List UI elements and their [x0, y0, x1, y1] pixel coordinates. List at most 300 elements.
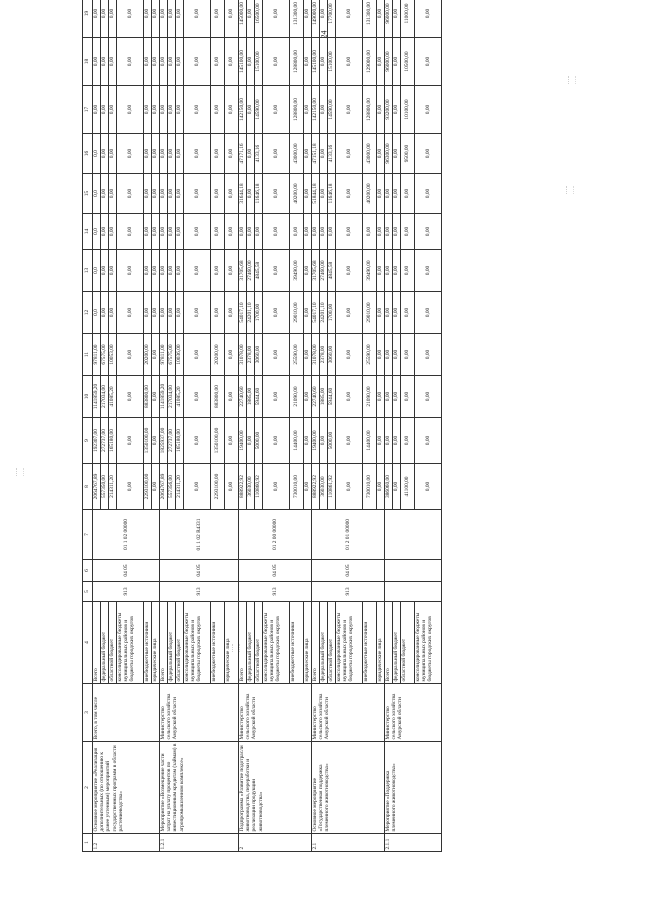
- funding-source: Всего: [312, 602, 320, 684]
- funding-source: юридические лица: [377, 602, 385, 684]
- value-cell: 888922,92: [239, 464, 247, 510]
- value-cell: 15100,00: [328, 38, 336, 86]
- value-cell: 131300,00: [363, 0, 377, 38]
- row-number: 1.2: [93, 834, 160, 852]
- value-cell: 0,00: [377, 250, 385, 292]
- value-cell: 67575,00: [101, 334, 109, 376]
- funding-source: юридические лица: [304, 602, 312, 684]
- value-cell: 0,00: [93, 86, 101, 134]
- kbk-target: 01 2 00 00000: [239, 510, 312, 560]
- funding-source: консолидированные бюджеты муниципальных районов и бюджеты городских округов: [263, 602, 290, 684]
- value-cell: 0,00: [184, 214, 211, 250]
- value-cell: 4845,58: [328, 250, 336, 292]
- value-cell: 54017,10: [312, 292, 320, 334]
- value-cell: 0,00: [117, 174, 144, 214]
- value-cell: 0,0: [93, 134, 101, 174]
- value-cell: 20200,00: [211, 334, 225, 376]
- value-cell: 0,00: [304, 464, 312, 510]
- value-cell: 0,00: [160, 250, 168, 292]
- value-cell: 0,00: [101, 134, 109, 174]
- value-cell: 0,00: [184, 0, 211, 38]
- value-cell: 0,00: [101, 174, 109, 214]
- header-cell: 19: [83, 0, 93, 38]
- value-cell: 0,00: [109, 292, 117, 334]
- value-cell: 0,00: [415, 334, 442, 376]
- value-cell: 1350100,00: [211, 418, 225, 464]
- funding-source: юридические лица: [225, 602, 239, 684]
- value-cell: 272737,00: [168, 418, 176, 464]
- value-cell: 10100,00: [401, 86, 415, 134]
- value-cell: 0,00: [415, 86, 442, 134]
- value-cell: 0,00: [101, 38, 109, 86]
- value-cell: 0,0: [93, 214, 101, 250]
- value-cell: 4845,58: [255, 250, 263, 292]
- value-cell: 0,00: [336, 174, 363, 214]
- value-cell: 19400,00: [239, 418, 247, 464]
- value-cell: 0,00: [101, 292, 109, 334]
- value-cell: 31705,68: [312, 250, 320, 292]
- value-cell: 0,00: [401, 418, 415, 464]
- header-cell: 9: [83, 418, 93, 464]
- value-cell: 272737,00: [101, 418, 109, 464]
- value-cell: 0,00: [176, 214, 184, 250]
- header-cell: 5: [83, 582, 93, 602]
- value-cell: 11000,00: [401, 0, 415, 38]
- value-cell: 0,00: [225, 376, 239, 418]
- value-cell: 0,00: [211, 250, 225, 292]
- value-cell: 0,00: [377, 214, 385, 250]
- kbk-section: 04 05: [160, 560, 239, 582]
- value-cell: 51844,18: [312, 174, 320, 214]
- value-cell: 0,00: [144, 292, 152, 334]
- value-cell: 0,00: [109, 214, 117, 250]
- value-cell: 25590,00: [363, 334, 377, 376]
- value-cell: 0,00: [211, 86, 225, 134]
- header-cell: 1: [83, 834, 93, 852]
- value-cell: 192307,00: [93, 418, 101, 464]
- value-cell: 0,00: [184, 174, 211, 214]
- funding-source: консолидированные бюджеты муниципальных районов и бюджеты городских округов: [415, 602, 442, 684]
- value-cell: 0,00: [184, 418, 211, 464]
- value-cell: 1141859,20: [93, 376, 101, 418]
- value-cell: 5000,00: [328, 418, 336, 464]
- value-cell: 0,00: [117, 0, 144, 38]
- value-cell: 0,00: [377, 334, 385, 376]
- value-cell: 0,00: [263, 0, 290, 38]
- header-cell: 6: [83, 560, 93, 582]
- kbk-section: 04 05: [312, 560, 385, 582]
- executor: Министерство сельского хозяйства Амурской области: [239, 684, 312, 742]
- funding-source: Всего: [160, 602, 168, 684]
- value-cell: 1350100,00: [144, 418, 152, 464]
- value-cell: 96000,00: [385, 38, 393, 86]
- value-cell: 0,00: [304, 134, 312, 174]
- value-cell: 2378,00: [320, 334, 328, 376]
- value-cell: 0,00: [176, 38, 184, 86]
- funding-source: внебюджетные источники: [363, 602, 377, 684]
- value-cell: 0,00: [415, 464, 442, 510]
- value-cell: 0,00: [304, 292, 312, 334]
- value-cell: 0,00: [160, 134, 168, 174]
- kbk-section: 04 05: [239, 560, 312, 582]
- value-cell: 0,00: [363, 214, 377, 250]
- value-cell: 47171,16: [239, 134, 247, 174]
- value-cell: 0,00: [211, 292, 225, 334]
- value-cell: 0,00: [160, 86, 168, 134]
- value-cell: 43000,00: [290, 134, 304, 174]
- value-cell: 0,00: [225, 38, 239, 86]
- value-cell: 149000,00: [312, 0, 320, 38]
- value-cell: 29010,00: [363, 292, 377, 334]
- value-cell: 0,00: [320, 86, 328, 134]
- value-cell: 0,00: [109, 250, 117, 292]
- funding-source: Всего: [239, 602, 247, 684]
- value-cell: 14400,00: [363, 418, 377, 464]
- value-cell: 0,00: [393, 418, 401, 464]
- kbk-grbs: 913: [312, 582, 385, 602]
- row-number: 2.1: [312, 834, 385, 852]
- value-cell: 0,00: [320, 174, 328, 214]
- value-cell: 93200,00: [385, 86, 393, 134]
- header-cell: 2: [83, 742, 93, 834]
- header-cell: 13: [83, 250, 93, 292]
- value-cell: 0,00: [93, 0, 101, 38]
- value-cell: 31078,00: [239, 334, 247, 376]
- value-cell: 16500,00: [255, 0, 263, 38]
- budget-table: [82, 0, 442, 852]
- value-cell: 0,00: [211, 174, 225, 214]
- value-cell: 0,00: [117, 250, 144, 292]
- value-cell: 0,00: [415, 292, 442, 334]
- value-cell: 40200,00: [290, 174, 304, 214]
- value-cell: 10500,00: [401, 38, 415, 86]
- value-cell: 0,00: [401, 376, 415, 418]
- value-cell: 0,00: [320, 38, 328, 86]
- value-cell: 41085,20: [109, 376, 117, 418]
- value-cell: 29010,00: [290, 292, 304, 334]
- row-number: 2: [239, 834, 312, 852]
- header-cell: 18: [83, 38, 93, 86]
- table-row: [239, 0, 247, 852]
- executor: Всего, в том числе: [93, 684, 160, 742]
- value-cell: 5944,60: [255, 376, 263, 418]
- funding-source: консолидированные бюджеты муниципальных районов и бюджеты городских округов: [336, 602, 363, 684]
- value-cell: 145100,00: [312, 38, 320, 86]
- value-cell: 0,00: [263, 214, 290, 250]
- value-cell: 0,00: [247, 134, 255, 174]
- value-cell: 0,00: [160, 174, 168, 214]
- value-cell: 214311,20: [176, 464, 184, 510]
- header-cell: 7: [83, 510, 93, 560]
- kbk-grbs: [385, 582, 442, 602]
- value-cell: 24201,10: [247, 292, 255, 334]
- value-cell: 22740,60: [312, 376, 320, 418]
- value-cell: 0,00: [336, 376, 363, 418]
- value-cell: 4133,16: [255, 134, 263, 174]
- funding-source: областной бюджет: [255, 602, 263, 684]
- value-cell: 0,00: [152, 38, 160, 86]
- value-cell: 0,00: [336, 464, 363, 510]
- value-cell: 22740,60: [239, 376, 247, 418]
- value-cell: 0,00: [225, 292, 239, 334]
- funding-source: внебюджетные источники: [211, 602, 225, 684]
- value-cell: 0,00: [144, 214, 152, 250]
- value-cell: 0,00: [160, 0, 168, 38]
- value-cell: 0,00: [144, 0, 152, 38]
- value-cell: 1700,00: [255, 292, 263, 334]
- value-cell: 0,00: [184, 86, 211, 134]
- value-cell: 0,00: [377, 38, 385, 86]
- header-cell: 15: [83, 174, 93, 214]
- value-cell: 0,00: [144, 134, 152, 174]
- value-cell: 5000,00: [255, 418, 263, 464]
- value-cell: 128800,00: [290, 38, 304, 86]
- value-cell: 0,00: [109, 38, 117, 86]
- value-cell: 0,00: [401, 250, 415, 292]
- value-cell: 0,00: [304, 0, 312, 38]
- value-cell: 0,00: [144, 250, 152, 292]
- funding-source: федеральный бюджет: [320, 602, 328, 684]
- value-cell: 0,00: [415, 418, 442, 464]
- value-cell: 0,00: [152, 214, 160, 250]
- funding-source: федеральный бюджет: [247, 602, 255, 684]
- value-cell: 27460,00: [320, 250, 328, 292]
- value-cell: 0,00: [263, 418, 290, 464]
- value-cell: 730010,00: [290, 464, 304, 510]
- value-cell: 0,00: [320, 214, 328, 250]
- value-cell: 0,00: [377, 418, 385, 464]
- value-cell: 217034,00: [168, 376, 176, 418]
- funding-source: Всего: [93, 602, 101, 684]
- value-cell: 0,00: [401, 292, 415, 334]
- value-cell: 165180,00: [176, 418, 184, 464]
- value-cell: 0,00: [225, 134, 239, 174]
- value-cell: 0,00: [184, 134, 211, 174]
- value-cell: 0,00: [225, 86, 239, 134]
- value-cell: 0,00: [176, 86, 184, 134]
- value-cell: 27460,00: [247, 250, 255, 292]
- header-cell: 4: [83, 602, 93, 684]
- value-cell: 0,00: [152, 0, 160, 38]
- value-cell: 0,00: [328, 214, 336, 250]
- value-cell: 557350,00: [101, 464, 109, 510]
- value-cell: 0,00: [393, 174, 401, 214]
- value-cell: 0,00: [393, 292, 401, 334]
- value-cell: 0,00: [377, 464, 385, 510]
- value-cell: 0,00: [336, 418, 363, 464]
- value-cell: 0,00: [184, 292, 211, 334]
- value-cell: 0,00: [393, 38, 401, 86]
- table-row: [93, 0, 101, 852]
- value-cell: 0,00: [117, 292, 144, 334]
- executor: Министерство сельского хозяйства Амурской области: [312, 684, 385, 742]
- value-cell: 0,00: [239, 214, 247, 250]
- value-cell: 0,00: [385, 174, 393, 214]
- value-cell: 24201,10: [320, 292, 328, 334]
- value-cell: 0,00: [247, 38, 255, 86]
- value-cell: 36030,00: [320, 464, 328, 510]
- value-cell: 0,00: [225, 0, 239, 38]
- header-cell: 16: [83, 134, 93, 174]
- value-cell: 11646,18: [255, 174, 263, 214]
- value-cell: 0,00: [304, 250, 312, 292]
- value-cell: 0,00: [117, 418, 144, 464]
- value-cell: 0,00: [144, 38, 152, 86]
- value-cell: 0,00: [152, 86, 160, 134]
- value-cell: 14590,00: [328, 86, 336, 134]
- value-cell: 0,00: [225, 334, 239, 376]
- value-cell: 0,00: [263, 464, 290, 510]
- value-cell: 0,00: [93, 38, 101, 86]
- value-cell: 25590,00: [290, 334, 304, 376]
- funding-source: федеральный бюджет: [393, 602, 401, 684]
- funding-source: областной бюджет: [401, 602, 415, 684]
- funding-source: юридические лица: [152, 602, 160, 684]
- value-cell: 0,00: [263, 292, 290, 334]
- value-cell: 110861,92: [328, 464, 336, 510]
- value-cell: 5944,60: [328, 376, 336, 418]
- value-cell: 0,00: [385, 214, 393, 250]
- measure-name: Основное мероприятие «Реализация дополнительных (по отношению к ранее учтенным) мероприятий государственных программ в области растениеводства»: [93, 742, 160, 834]
- header-cell: 14: [83, 214, 93, 250]
- value-cell: 0,00: [336, 334, 363, 376]
- rotated-table-sheet: [82, 2, 652, 852]
- value-cell: 31644,18: [239, 174, 247, 214]
- value-cell: 0,00: [176, 0, 184, 38]
- value-cell: 0,00: [377, 376, 385, 418]
- value-cell: 142150,00: [239, 86, 247, 134]
- funding-source: областной бюджет: [109, 602, 117, 684]
- value-cell: 0,00: [377, 174, 385, 214]
- kbk-grbs: 913: [160, 582, 239, 602]
- kbk-target: [385, 510, 442, 560]
- value-cell: 0,00: [290, 214, 304, 250]
- measure-name: Мероприятие «Поддержка племенного животноводства»: [385, 742, 442, 834]
- value-cell: 0,00: [263, 334, 290, 376]
- value-cell: 129000,00: [363, 38, 377, 86]
- value-cell: 0,00: [247, 86, 255, 134]
- value-cell: 0,00: [168, 174, 176, 214]
- value-cell: 40200,00: [363, 174, 377, 214]
- value-cell: 1885,00: [320, 376, 328, 418]
- value-cell: 217034,00: [101, 376, 109, 418]
- kbk-section: 04 05: [93, 560, 160, 582]
- value-cell: 0,00: [385, 376, 393, 418]
- value-cell: 1141859,20: [160, 376, 168, 418]
- page-number: 24: [319, 30, 329, 39]
- value-cell: 0,00: [401, 174, 415, 214]
- value-cell: 214311,20: [109, 464, 117, 510]
- value-cell: 1700,00: [328, 292, 336, 334]
- value-cell: 0,00: [401, 334, 415, 376]
- value-cell: 0,00: [320, 134, 328, 174]
- value-cell: 0,00: [393, 250, 401, 292]
- value-cell: 2293100,00: [144, 464, 152, 510]
- value-cell: 0,00: [385, 292, 393, 334]
- value-cell: 36030,00: [247, 464, 255, 510]
- funding-source: консолидированные бюджеты муниципальных районов и бюджеты городских округов: [184, 602, 211, 684]
- value-cell: 0,00: [415, 0, 442, 38]
- value-cell: 0,00: [117, 376, 144, 418]
- value-cell: 96000,00: [385, 0, 393, 38]
- value-cell: 0,00: [109, 86, 117, 134]
- value-cell: 0,00: [393, 134, 401, 174]
- value-cell: 110860,92: [255, 464, 263, 510]
- executor: Министерство сельского хозяйства Амурской области: [160, 684, 239, 742]
- value-cell: 0,00: [168, 86, 176, 134]
- value-cell: 39490,00: [290, 250, 304, 292]
- value-cell: 730010,00: [363, 464, 377, 510]
- value-cell: 0,00: [211, 214, 225, 250]
- value-cell: 0,00: [393, 334, 401, 376]
- value-cell: 67575,00: [168, 334, 176, 376]
- value-cell: 0,00: [176, 134, 184, 174]
- value-cell: 0,0: [93, 250, 101, 292]
- value-cell: 2064767,89: [93, 464, 101, 510]
- value-cell: 0,00: [168, 250, 176, 292]
- value-cell: 0,00: [101, 86, 109, 134]
- value-cell: 0,00: [336, 38, 363, 86]
- value-cell: 0,00: [152, 250, 160, 292]
- value-cell: 0,00: [263, 250, 290, 292]
- header-cell: 11: [83, 334, 93, 376]
- value-cell: 0,00: [336, 134, 363, 174]
- value-cell: 0,00: [225, 250, 239, 292]
- value-cell: 0,00: [320, 0, 328, 38]
- value-cell: 2064767,89: [160, 464, 168, 510]
- value-cell: 0,00: [415, 174, 442, 214]
- value-cell: 0,00: [304, 86, 312, 134]
- funding-source: федеральный бюджет: [168, 602, 176, 684]
- header-cell: 17: [83, 86, 93, 134]
- kbk-grbs: 913: [93, 582, 160, 602]
- value-cell: 0,00: [263, 174, 290, 214]
- value-cell: 0,0: [93, 292, 101, 334]
- kbk-target: 01 2 01 00000: [312, 510, 385, 560]
- header-cell: 10: [83, 376, 93, 418]
- value-cell: 0,00: [312, 214, 320, 250]
- value-cell: 31078,00: [312, 334, 320, 376]
- value-cell: 0,00: [255, 214, 263, 250]
- value-cell: 0,00: [211, 0, 225, 38]
- funding-source: областной бюджет: [176, 602, 184, 684]
- table-row: [312, 0, 320, 852]
- value-cell: 0,00: [393, 0, 401, 38]
- value-cell: 0,00: [117, 334, 144, 376]
- value-cell: 0,00: [117, 464, 144, 510]
- value-cell: 0,00: [144, 86, 152, 134]
- value-cell: 41085,20: [176, 376, 184, 418]
- value-cell: 0,00: [152, 292, 160, 334]
- value-cell: 0,00: [415, 38, 442, 86]
- value-cell: 0,00: [176, 174, 184, 214]
- value-cell: 1885,00: [247, 376, 255, 418]
- value-cell: 0,00: [152, 464, 160, 510]
- value-cell: 888922,92: [312, 464, 320, 510]
- funding-source: консолидированные бюджеты муниципальных районов и бюджеты городских округов: [117, 602, 144, 684]
- value-cell: 0,00: [109, 134, 117, 174]
- value-cell: 0,00: [336, 250, 363, 292]
- value-cell: 3060,00: [328, 334, 336, 376]
- value-cell: 1825937,00: [160, 418, 168, 464]
- value-cell: 0,00: [101, 250, 109, 292]
- measure-name: Основное мероприятие «Государственная поддержка племенного животноводства»: [312, 742, 385, 834]
- value-cell: 0,00: [160, 214, 168, 250]
- value-cell: 0,00: [225, 418, 239, 464]
- value-cell: 96300,00: [385, 134, 393, 174]
- value-cell: 0,00: [393, 464, 401, 510]
- value-cell: 0,00: [377, 292, 385, 334]
